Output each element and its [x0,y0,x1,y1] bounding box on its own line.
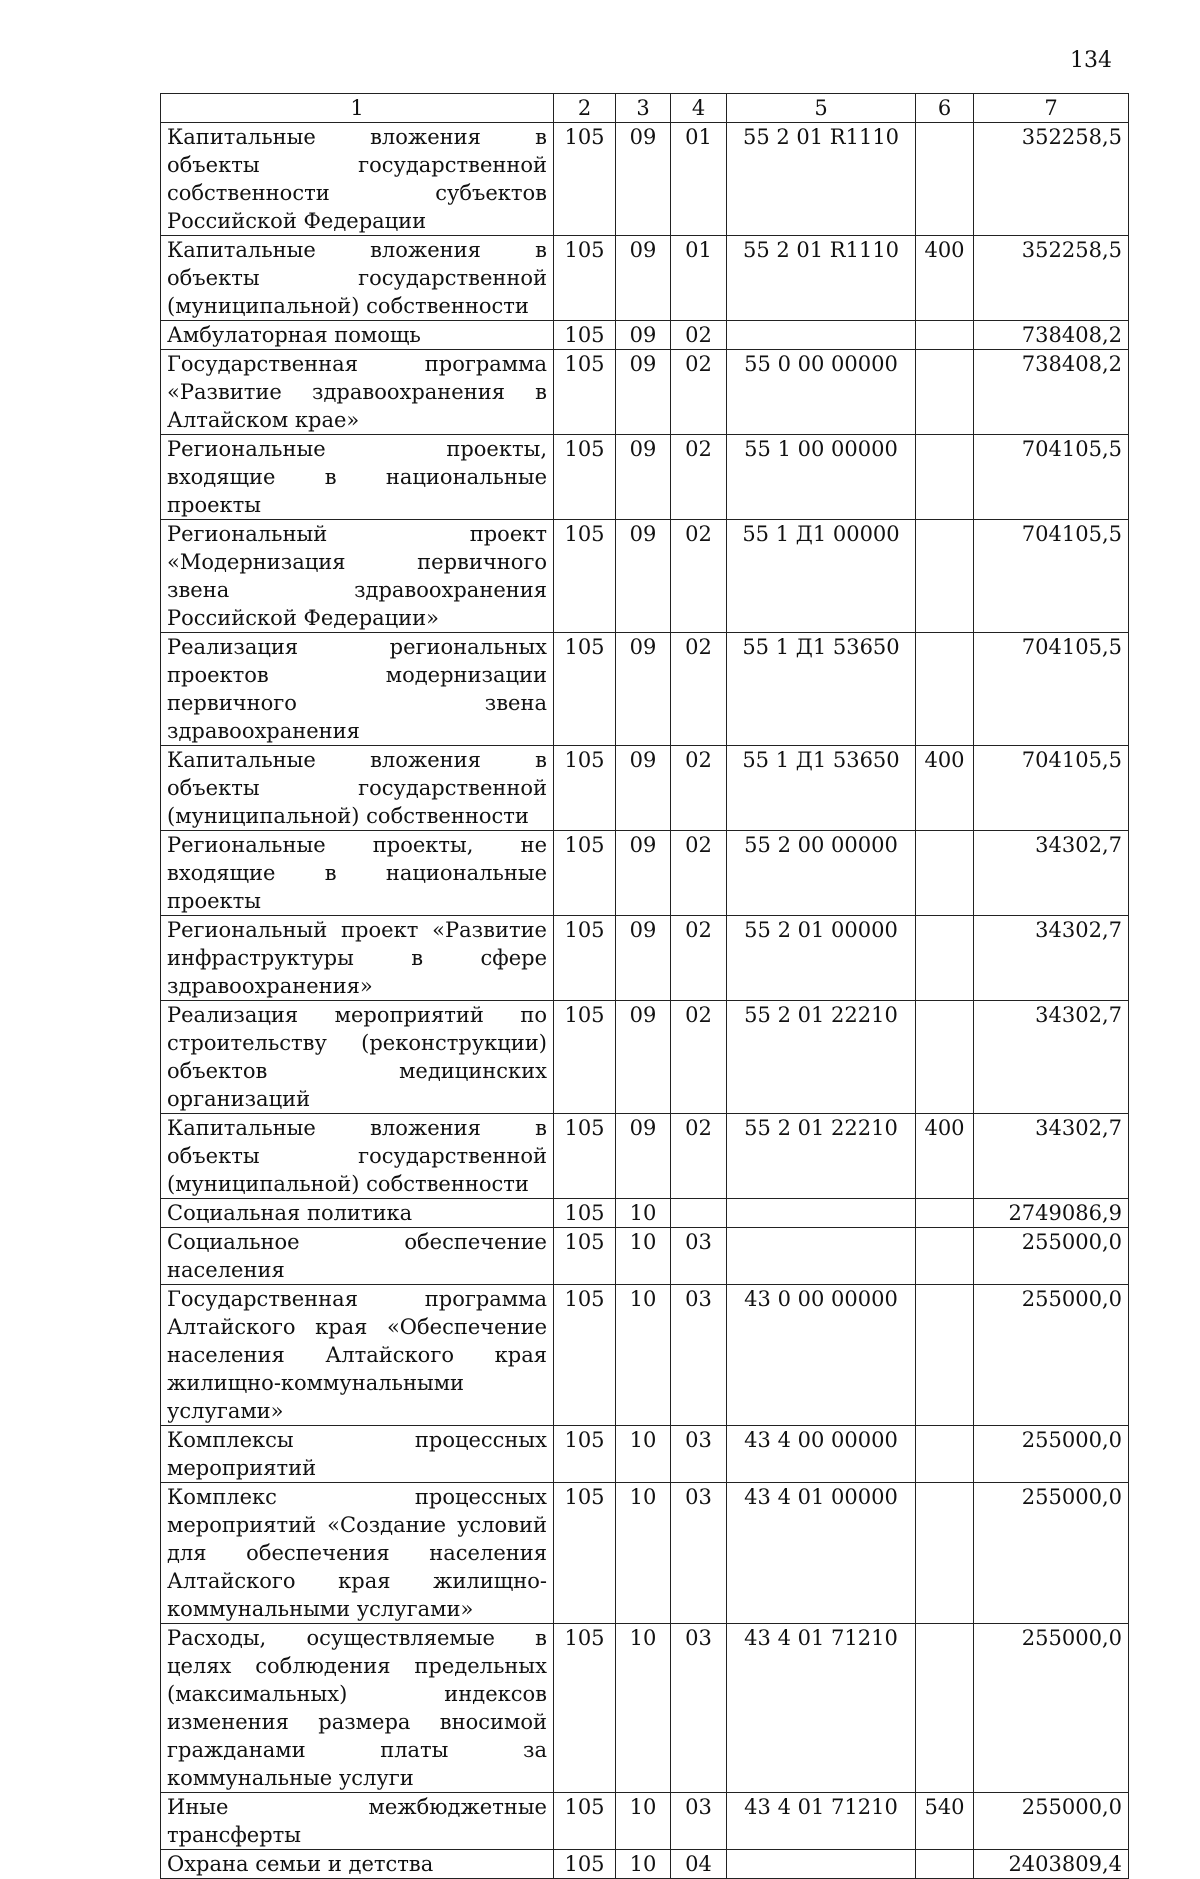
cell-grbs: 105 [554,350,616,435]
cell-expense-type: 400 [916,236,974,321]
cell-name: Комплексы процессных мероприятий [161,1426,554,1483]
table-row [161,1285,1129,1426]
cell-subsection: 02 [671,1001,727,1114]
cell-section: 09 [616,1114,671,1199]
cell-sum: 255000,0 [974,1624,1129,1793]
cell-grbs: 105 [554,1228,616,1285]
cell-target-article: 55 2 01 R1110 [727,236,916,321]
cell-sum: 2749086,9 [974,1199,1129,1228]
cell-name: Капитальные вложения в объекты государственной (муниципальной) собственности [161,746,554,831]
cell-grbs: 105 [554,1483,616,1624]
cell-target-article: 43 4 00 00000 [727,1426,916,1483]
cell-grbs: 105 [554,1850,616,1879]
cell-subsection: 03 [671,1426,727,1483]
table-row [161,1850,1129,1879]
cell-target-article [727,1228,916,1285]
cell-expense-type [916,633,974,746]
cell-expense-type [916,1850,974,1879]
cell-target-article: 55 0 00 00000 [727,350,916,435]
cell-expense-type [916,916,974,1001]
cell-target-article: 43 4 01 00000 [727,1483,916,1624]
cell-section: 09 [616,831,671,916]
cell-expense-type [916,350,974,435]
cell-section: 09 [616,633,671,746]
cell-grbs: 105 [554,1426,616,1483]
cell-grbs: 105 [554,1624,616,1793]
cell-target-article: 55 1 Д1 53650 [727,746,916,831]
cell-target-article: 43 4 01 71210 [727,1793,916,1850]
cell-grbs: 105 [554,1199,616,1228]
cell-subsection: 03 [671,1793,727,1850]
cell-subsection: 01 [671,123,727,236]
cell-section: 10 [616,1624,671,1793]
cell-subsection: 03 [671,1483,727,1624]
column-header: 7 [974,94,1129,123]
cell-section: 09 [616,1001,671,1114]
cell-subsection: 02 [671,746,727,831]
cell-grbs: 105 [554,916,616,1001]
cell-name: Региональный проект «Модернизация первичного звена здравоохранения Российской Федерации» [161,520,554,633]
cell-section: 10 [616,1426,671,1483]
cell-grbs: 105 [554,1114,616,1199]
cell-sum: 738408,2 [974,321,1129,350]
cell-sum: 255000,0 [974,1426,1129,1483]
cell-expense-type [916,1001,974,1114]
cell-target-article: 55 1 00 00000 [727,435,916,520]
cell-section: 10 [616,1285,671,1426]
cell-sum: 352258,5 [974,236,1129,321]
cell-grbs: 105 [554,1793,616,1850]
cell-section: 09 [616,746,671,831]
table-row [161,1624,1129,1793]
cell-subsection: 02 [671,916,727,1001]
cell-target-article: 55 1 Д1 53650 [727,633,916,746]
cell-name: Государственная программа Алтайского края «Обеспечение населения Алтайского края жилищно-коммунальными услугами» [161,1285,554,1426]
cell-expense-type [916,123,974,236]
column-header: 5 [727,94,916,123]
cell-sum: 704105,5 [974,746,1129,831]
cell-name: Региональный проект «Развитие инфраструктуры в сфере здравоохранения» [161,916,554,1001]
cell-section: 09 [616,435,671,520]
cell-target-article: 43 0 00 00000 [727,1285,916,1426]
cell-sum: 704105,5 [974,633,1129,746]
cell-target-article: 55 2 01 R1110 [727,123,916,236]
cell-sum: 34302,7 [974,831,1129,916]
cell-name: Капитальные вложения в объекты государственной (муниципальной) собственности [161,236,554,321]
cell-sum: 704105,5 [974,435,1129,520]
cell-target-article: 55 2 01 22210 [727,1001,916,1114]
cell-expense-type [916,1228,974,1285]
cell-expense-type [916,1483,974,1624]
cell-subsection: 04 [671,1850,727,1879]
column-header: 3 [616,94,671,123]
cell-sum: 2403809,4 [974,1850,1129,1879]
cell-subsection: 02 [671,520,727,633]
cell-section: 09 [616,350,671,435]
table-row [161,236,1129,321]
cell-subsection: 03 [671,1285,727,1426]
cell-grbs: 105 [554,236,616,321]
cell-expense-type [916,520,974,633]
column-header: 1 [161,94,554,123]
cell-name: Государственная программа «Развитие здравоохранения в Алтайском крае» [161,350,554,435]
table-row [161,633,1129,746]
cell-sum: 704105,5 [974,520,1129,633]
cell-name: Комплекс процессных мероприятий «Создание условий для обеспечения населения Алтайского края жилищно-коммунальными услугами» [161,1483,554,1624]
cell-subsection: 02 [671,435,727,520]
cell-section: 10 [616,1228,671,1285]
cell-name: Капитальные вложения в объекты государственной собственности субъектов Российской Федерации [161,123,554,236]
cell-section: 10 [616,1483,671,1624]
cell-target-article: 55 2 01 00000 [727,916,916,1001]
cell-sum: 255000,0 [974,1285,1129,1426]
cell-name: Охрана семьи и детства [161,1850,554,1879]
cell-name: Реализация мероприятий по строительству (реконструкции) объектов медицинских организаций [161,1001,554,1114]
cell-grbs: 105 [554,520,616,633]
table-row [161,350,1129,435]
cell-expense-type [916,1624,974,1793]
table-row [161,1199,1129,1228]
cell-subsection: 03 [671,1624,727,1793]
cell-name: Капитальные вложения в объекты государственной (муниципальной) собственности [161,1114,554,1199]
cell-subsection: 02 [671,831,727,916]
cell-target-article: 55 2 00 00000 [727,831,916,916]
cell-sum: 738408,2 [974,350,1129,435]
table-row [161,123,1129,236]
cell-section: 09 [616,520,671,633]
cell-subsection: 01 [671,236,727,321]
cell-name: Иные межбюджетные трансферты [161,1793,554,1850]
table-row [161,321,1129,350]
cell-section: 10 [616,1793,671,1850]
cell-sum: 352258,5 [974,123,1129,236]
cell-subsection: 02 [671,350,727,435]
table-row [161,916,1129,1001]
cell-name: Региональные проекты, входящие в национальные проекты [161,435,554,520]
cell-name: Социальная политика [161,1199,554,1228]
column-header: 4 [671,94,727,123]
cell-expense-type: 400 [916,1114,974,1199]
cell-subsection: 02 [671,321,727,350]
table-header-row [161,94,1129,123]
cell-grbs: 105 [554,633,616,746]
cell-name: Региональные проекты, не входящие в национальные проекты [161,831,554,916]
cell-name: Амбулаторная помощь [161,321,554,350]
cell-name: Расходы, осуществляемые в целях соблюдения предельных (максимальных) индексов изменения размера вносимой гражданами платы за коммунальные услуги [161,1624,554,1793]
cell-subsection: 02 [671,1114,727,1199]
cell-subsection [671,1199,727,1228]
cell-section: 10 [616,1850,671,1879]
cell-sum: 34302,7 [974,1001,1129,1114]
cell-section: 09 [616,321,671,350]
table-row [161,1001,1129,1114]
cell-expense-type [916,1426,974,1483]
cell-grbs: 105 [554,1285,616,1426]
cell-sum: 255000,0 [974,1228,1129,1285]
table-row [161,435,1129,520]
table-row [161,831,1129,916]
cell-subsection: 03 [671,1228,727,1285]
cell-grbs: 105 [554,831,616,916]
cell-expense-type [916,321,974,350]
cell-section: 09 [616,236,671,321]
cell-name: Социальное обеспечение населения [161,1228,554,1285]
cell-expense-type [916,435,974,520]
cell-name: Реализация региональных проектов модернизации первичного звена здравоохранения [161,633,554,746]
column-header: 6 [916,94,974,123]
budget-table [160,93,1129,1879]
cell-grbs: 105 [554,321,616,350]
cell-expense-type [916,1199,974,1228]
table-row [161,746,1129,831]
cell-expense-type [916,1285,974,1426]
cell-grbs: 105 [554,123,616,236]
cell-target-article [727,1850,916,1879]
cell-sum: 255000,0 [974,1483,1129,1624]
cell-grbs: 105 [554,435,616,520]
cell-sum: 34302,7 [974,1114,1129,1199]
cell-section: 09 [616,916,671,1001]
table-row [161,1426,1129,1483]
cell-section: 09 [616,123,671,236]
page-number: 134 [1070,48,1112,73]
table-row [161,520,1129,633]
cell-target-article: 55 2 01 22210 [727,1114,916,1199]
cell-target-article [727,1199,916,1228]
table-row [161,1483,1129,1624]
cell-target-article [727,321,916,350]
table-row [161,1793,1129,1850]
cell-subsection: 02 [671,633,727,746]
cell-target-article: 55 1 Д1 00000 [727,520,916,633]
cell-grbs: 105 [554,1001,616,1114]
cell-sum: 255000,0 [974,1793,1129,1850]
cell-grbs: 105 [554,746,616,831]
cell-expense-type: 400 [916,746,974,831]
table-row [161,1228,1129,1285]
cell-sum: 34302,7 [974,916,1129,1001]
cell-expense-type [916,831,974,916]
table-row [161,1114,1129,1199]
cell-target-article: 43 4 01 71210 [727,1624,916,1793]
cell-section: 10 [616,1199,671,1228]
cell-expense-type: 540 [916,1793,974,1850]
column-header: 2 [554,94,616,123]
